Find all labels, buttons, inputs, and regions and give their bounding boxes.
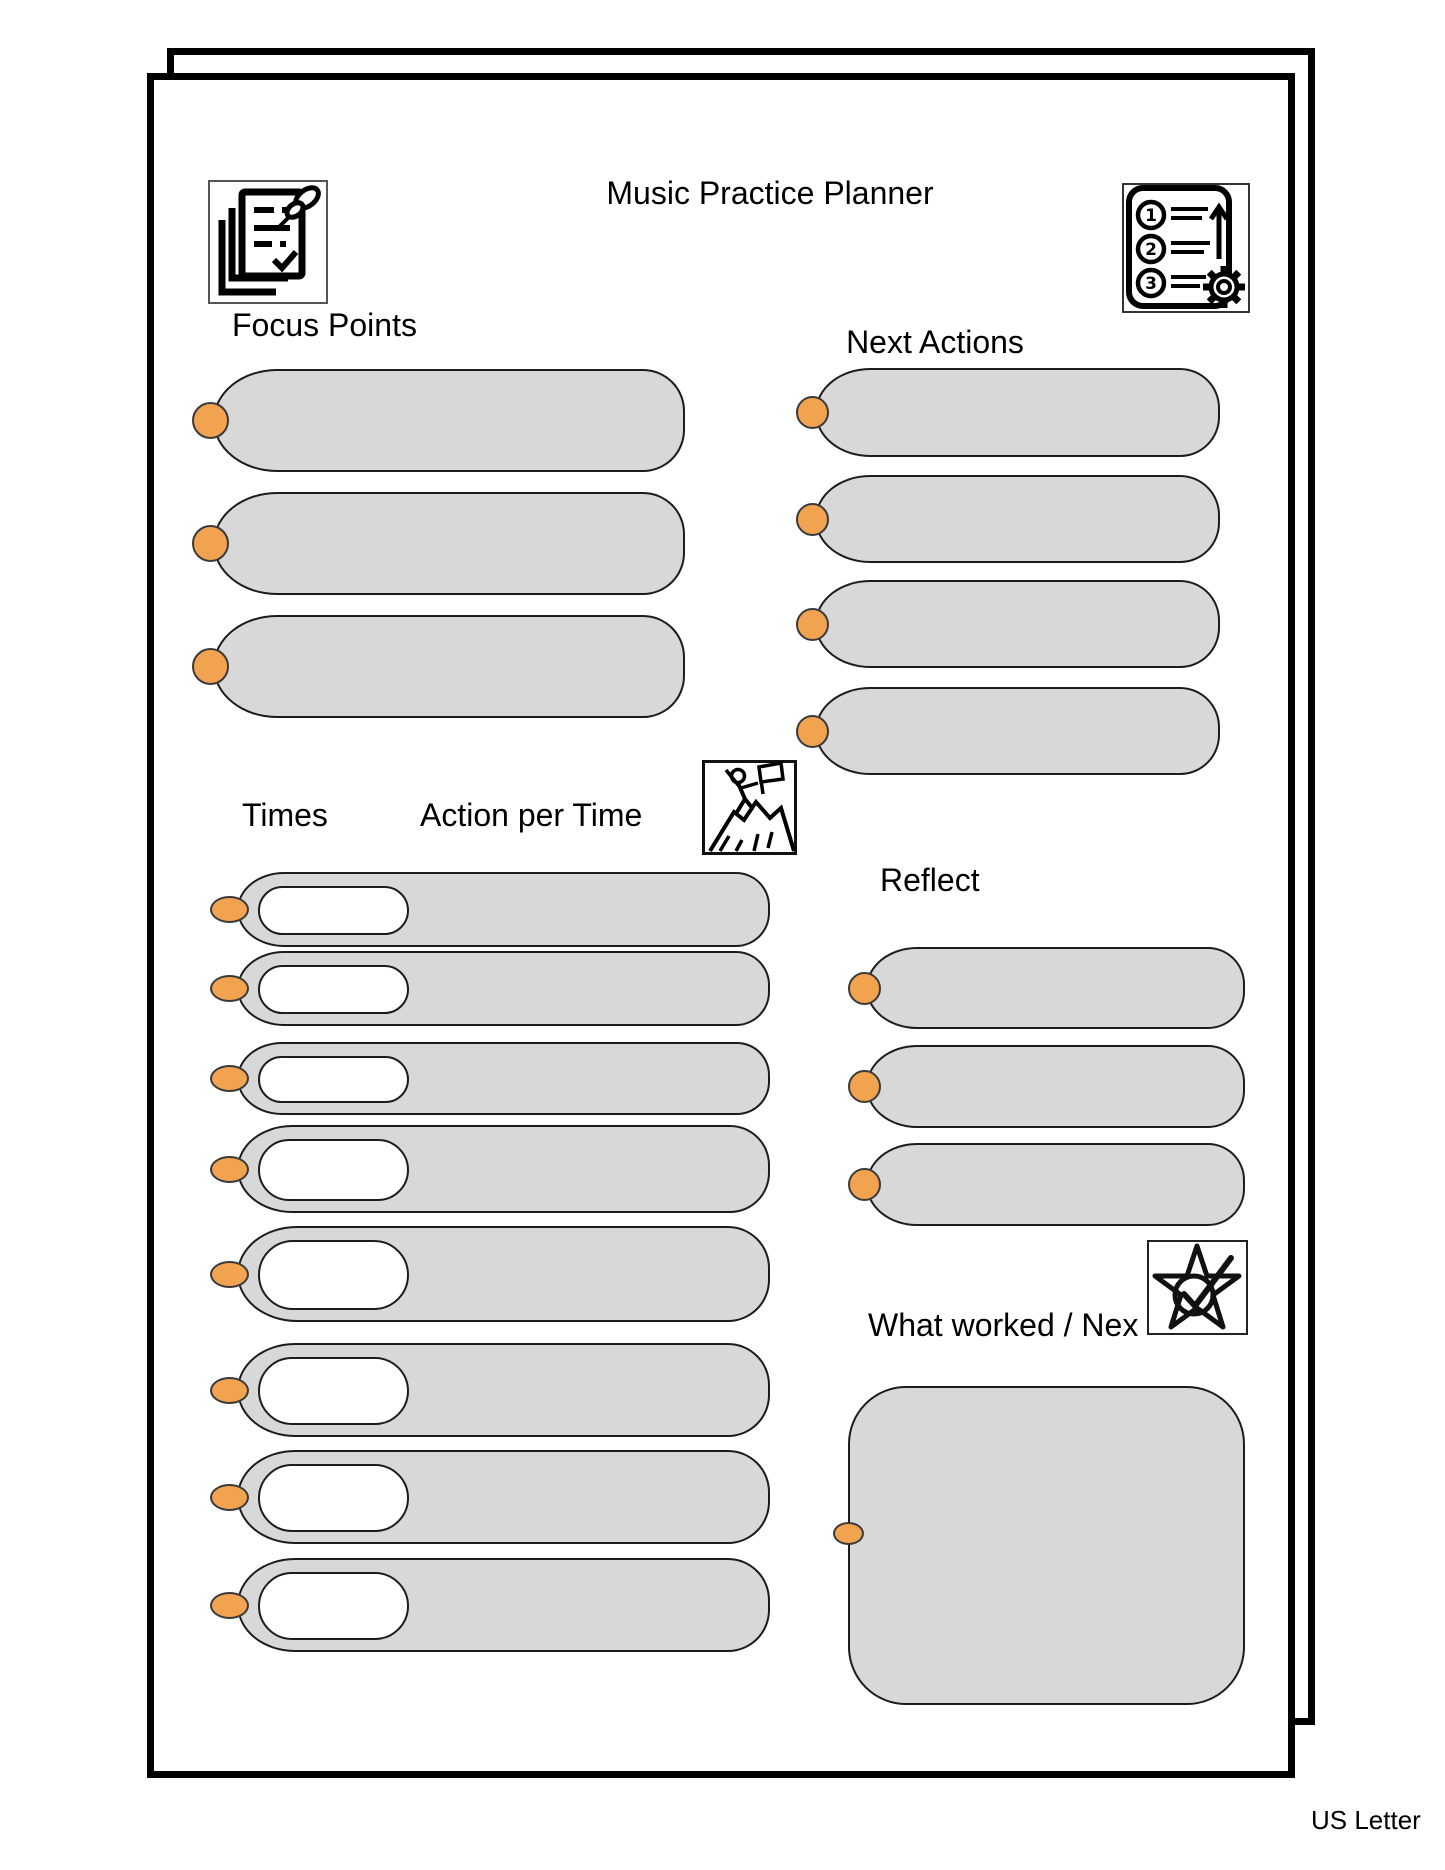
svg-text:1: 1 (1145, 206, 1157, 226)
connector-dot (848, 972, 881, 1005)
svg-text:3: 3 (1145, 274, 1157, 294)
next-row[interactable] (815, 368, 1220, 457)
connector-dot (796, 503, 829, 536)
connector-dot (192, 402, 229, 439)
next-row[interactable] (815, 687, 1220, 775)
page-format-label: US Letter (1311, 1805, 1421, 1835)
star-checkmark-icon (1147, 1240, 1248, 1335)
connector-dot (192, 525, 229, 562)
times-row[interactable] (237, 1343, 770, 1437)
times-row[interactable] (237, 951, 770, 1026)
connector-dot (210, 1156, 249, 1183)
time-field[interactable] (258, 1056, 409, 1103)
focus-row[interactable] (213, 492, 685, 595)
connector-dot (210, 896, 249, 923)
time-field[interactable] (258, 965, 409, 1014)
next-row[interactable] (815, 475, 1220, 563)
next-row[interactable] (815, 580, 1220, 668)
focus-row[interactable] (213, 369, 685, 472)
reflect-row[interactable] (866, 947, 1245, 1029)
connector-dot (210, 1377, 249, 1404)
times-row[interactable] (237, 1042, 770, 1115)
times-heading: Times (242, 797, 328, 833)
connector-dot (848, 1168, 881, 1201)
mountain-flag-icon (702, 760, 797, 855)
time-field[interactable] (258, 886, 409, 935)
times-row[interactable] (237, 1558, 770, 1652)
connector-dot (210, 1484, 249, 1511)
numbered-list-gear-icon (1122, 183, 1250, 313)
times-row[interactable] (237, 1450, 770, 1544)
connector-dot (796, 608, 829, 641)
reflect-row[interactable] (866, 1045, 1245, 1128)
connector-dot (833, 1522, 864, 1545)
times-row[interactable] (237, 872, 770, 947)
reflect-row[interactable] (866, 1143, 1245, 1226)
time-field[interactable] (258, 1139, 409, 1201)
what-worked-box[interactable] (848, 1386, 1245, 1705)
focus-row[interactable] (213, 615, 685, 718)
connector-dot (210, 1261, 249, 1288)
action-per-time-heading: Action per Time (420, 797, 643, 833)
times-row[interactable] (237, 1125, 770, 1213)
connector-dot (210, 975, 249, 1002)
connector-dot (796, 715, 829, 748)
what-worked-heading: What worked / Nex (868, 1307, 1139, 1343)
time-field[interactable] (258, 1357, 409, 1425)
focus-points-heading: Focus Points (232, 307, 417, 343)
connector-dot (210, 1592, 249, 1619)
time-field[interactable] (258, 1572, 409, 1640)
connector-dot (848, 1070, 881, 1103)
connector-dot (796, 396, 829, 429)
clipboard-pushpin-icon (208, 180, 328, 304)
time-field[interactable] (258, 1240, 409, 1310)
times-row[interactable] (237, 1226, 770, 1322)
time-field[interactable] (258, 1464, 409, 1532)
page-title: Music Practice Planner (606, 175, 934, 211)
svg-text:2: 2 (1145, 240, 1157, 260)
next-actions-heading: Next Actions (846, 324, 1024, 360)
connector-dot (192, 648, 229, 685)
connector-dot (210, 1065, 249, 1092)
reflect-heading: Reflect (880, 862, 980, 898)
